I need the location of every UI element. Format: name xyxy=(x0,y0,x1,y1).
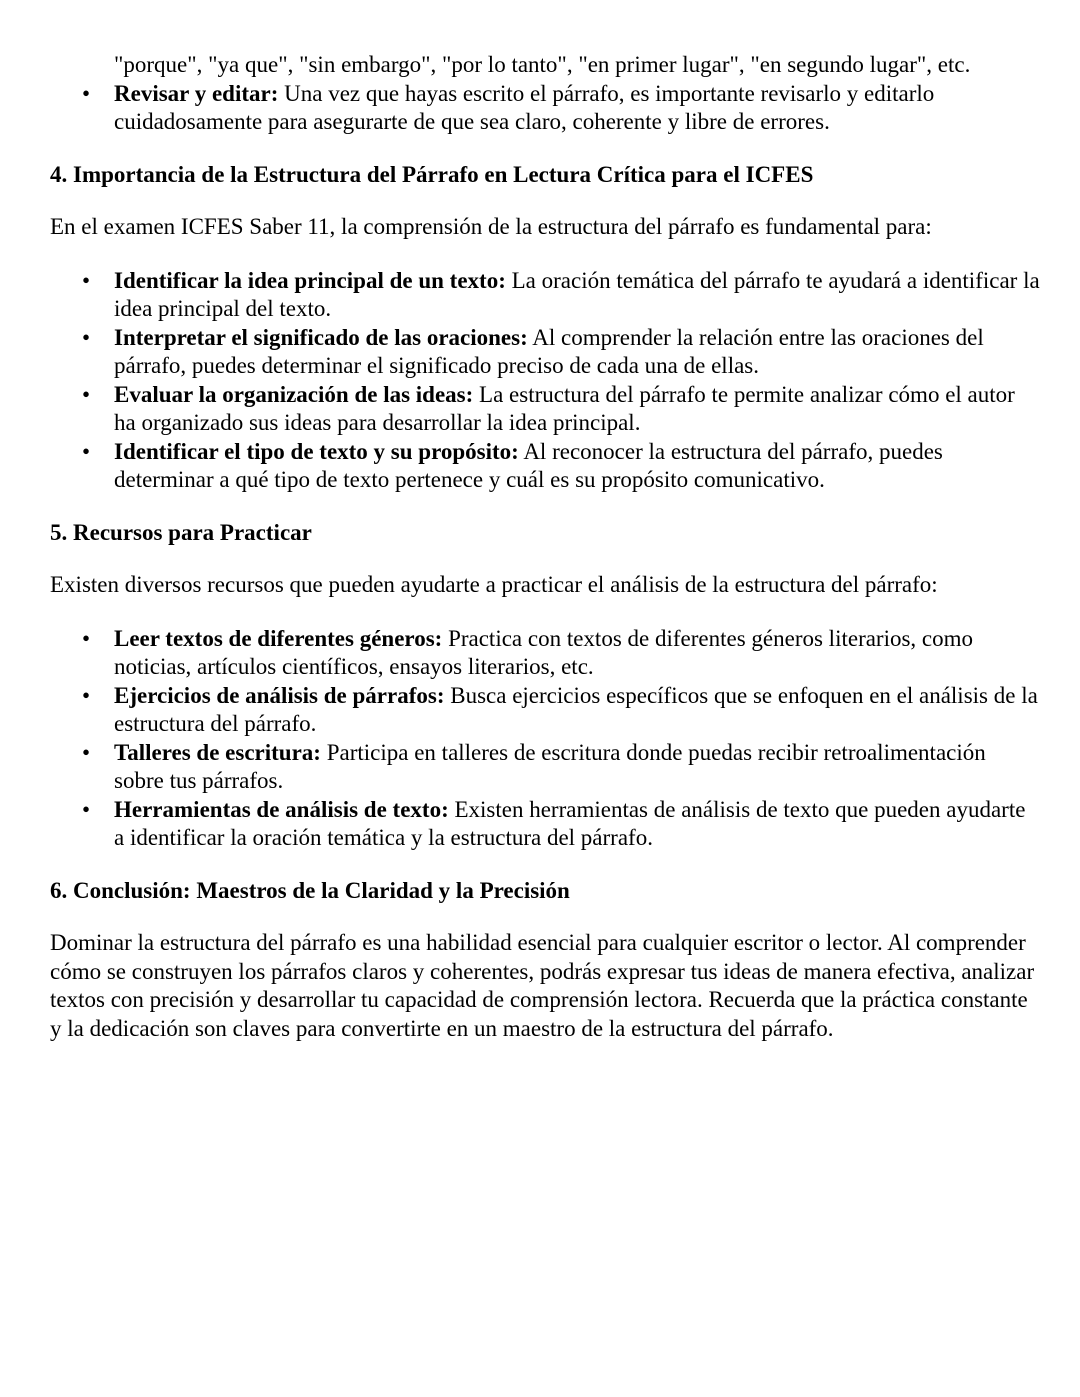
section-5-paragraph: Existen diversos recursos que pueden ayudarte a practicar el análisis de la estructura del párrafo: xyxy=(50,572,938,597)
list-item-text: Practica con textos de diferentes géneros literarios, como noticias, artículos científicos, ensayos literarios, etc. xyxy=(114,625,974,679)
list-item-text: Al reconocer la estructura del párrafo, puedes determinar a qué tipo de texto pertenece y cuál es su propósito comunicativo. xyxy=(114,438,943,492)
section-4-list xyxy=(50,267,1040,495)
list-item-lead: Interpretar el significado de las oraciones: xyxy=(114,324,528,350)
list-item-text: Participa en talleres de escritura donde puedas recibir retroalimentación sobre tus párrafos. xyxy=(114,739,986,793)
list-item-continuation xyxy=(50,51,1040,80)
list-item xyxy=(50,438,1040,495)
list-item-lead: Revisar y editar: xyxy=(114,80,279,106)
list-item-lead: Herramientas de análisis de texto: xyxy=(114,796,449,822)
document-page xyxy=(50,51,1040,1043)
list-item-text: "porque", "ya que", "sin embargo", "por lo tanto", "en primer lugar", "en segundo lugar", etc. xyxy=(114,52,971,77)
list-item-text: Al comprender la relación entre las oraciones del párrafo, puedes determinar el significado preciso de cada una de ellas. xyxy=(114,324,984,378)
list-item-text: Una vez que hayas escrito el párrafo, es importante revisarlo y editarlo cuidadosamente para asegurarte de que sea claro, coherente y libre de errores. xyxy=(114,80,935,134)
list-item-text: La oración temática del párrafo te ayudará a identificar la idea principal del texto. xyxy=(114,267,1040,321)
list-item-lead: Ejercicios de análisis de párrafos: xyxy=(114,682,445,708)
list-item-lead: Talleres de escritura: xyxy=(114,739,321,765)
list-item-text: Busca ejercicios específicos que se enfoquen en el análisis de la estructura del párrafo. xyxy=(114,682,1038,736)
list-item xyxy=(50,625,1040,682)
section-6-heading: 6. Conclusión: Maestros de la Claridad y la Precisión xyxy=(50,877,570,903)
list-item xyxy=(50,267,1040,324)
section-6-paragraph: Dominar la estructura del párrafo es una habilidad esencial para cualquier escritor o lector. Al comprender cómo se construyen los párrafos claros y coherentes, podrás expresar tus ideas de manera efectiva, analizar textos con precisión y desarrollar tu capacidad de comprensión lectora. Recuerda que la práctica constante y la dedicación son claves para convertirte en un maestro de la estructura del párrafo. xyxy=(50,930,1035,1041)
intro-list xyxy=(50,51,1040,137)
list-item-lead: Evaluar la organización de las ideas: xyxy=(114,381,474,407)
list-item xyxy=(50,682,1040,739)
section-5-list xyxy=(50,625,1040,853)
list-item xyxy=(50,80,1040,137)
section-4-paragraph: En el examen ICFES Saber 11, la comprensión de la estructura del párrafo es fundamental para: xyxy=(50,214,932,239)
list-item-lead: Leer textos de diferentes géneros: xyxy=(114,625,443,651)
list-item xyxy=(50,324,1040,381)
list-item xyxy=(50,381,1040,438)
list-item-text: La estructura del párrafo te permite analizar cómo el autor ha organizado sus ideas para desarrollar la idea principal. xyxy=(114,381,1015,435)
list-item-lead: Identificar el tipo de texto y su propósito: xyxy=(114,438,519,464)
list-item-lead: Identificar la idea principal de un texto: xyxy=(114,267,506,293)
list-item xyxy=(50,796,1040,853)
list-item xyxy=(50,739,1040,796)
section-4-heading: 4. Importancia de la Estructura del Párrafo en Lectura Crítica para el ICFES xyxy=(50,161,814,187)
section-5-heading: 5. Recursos para Practicar xyxy=(50,519,312,545)
list-item-text: Existen herramientas de análisis de texto que pueden ayudarte a identificar la oración temática y la estructura del párrafo. xyxy=(114,796,1026,850)
